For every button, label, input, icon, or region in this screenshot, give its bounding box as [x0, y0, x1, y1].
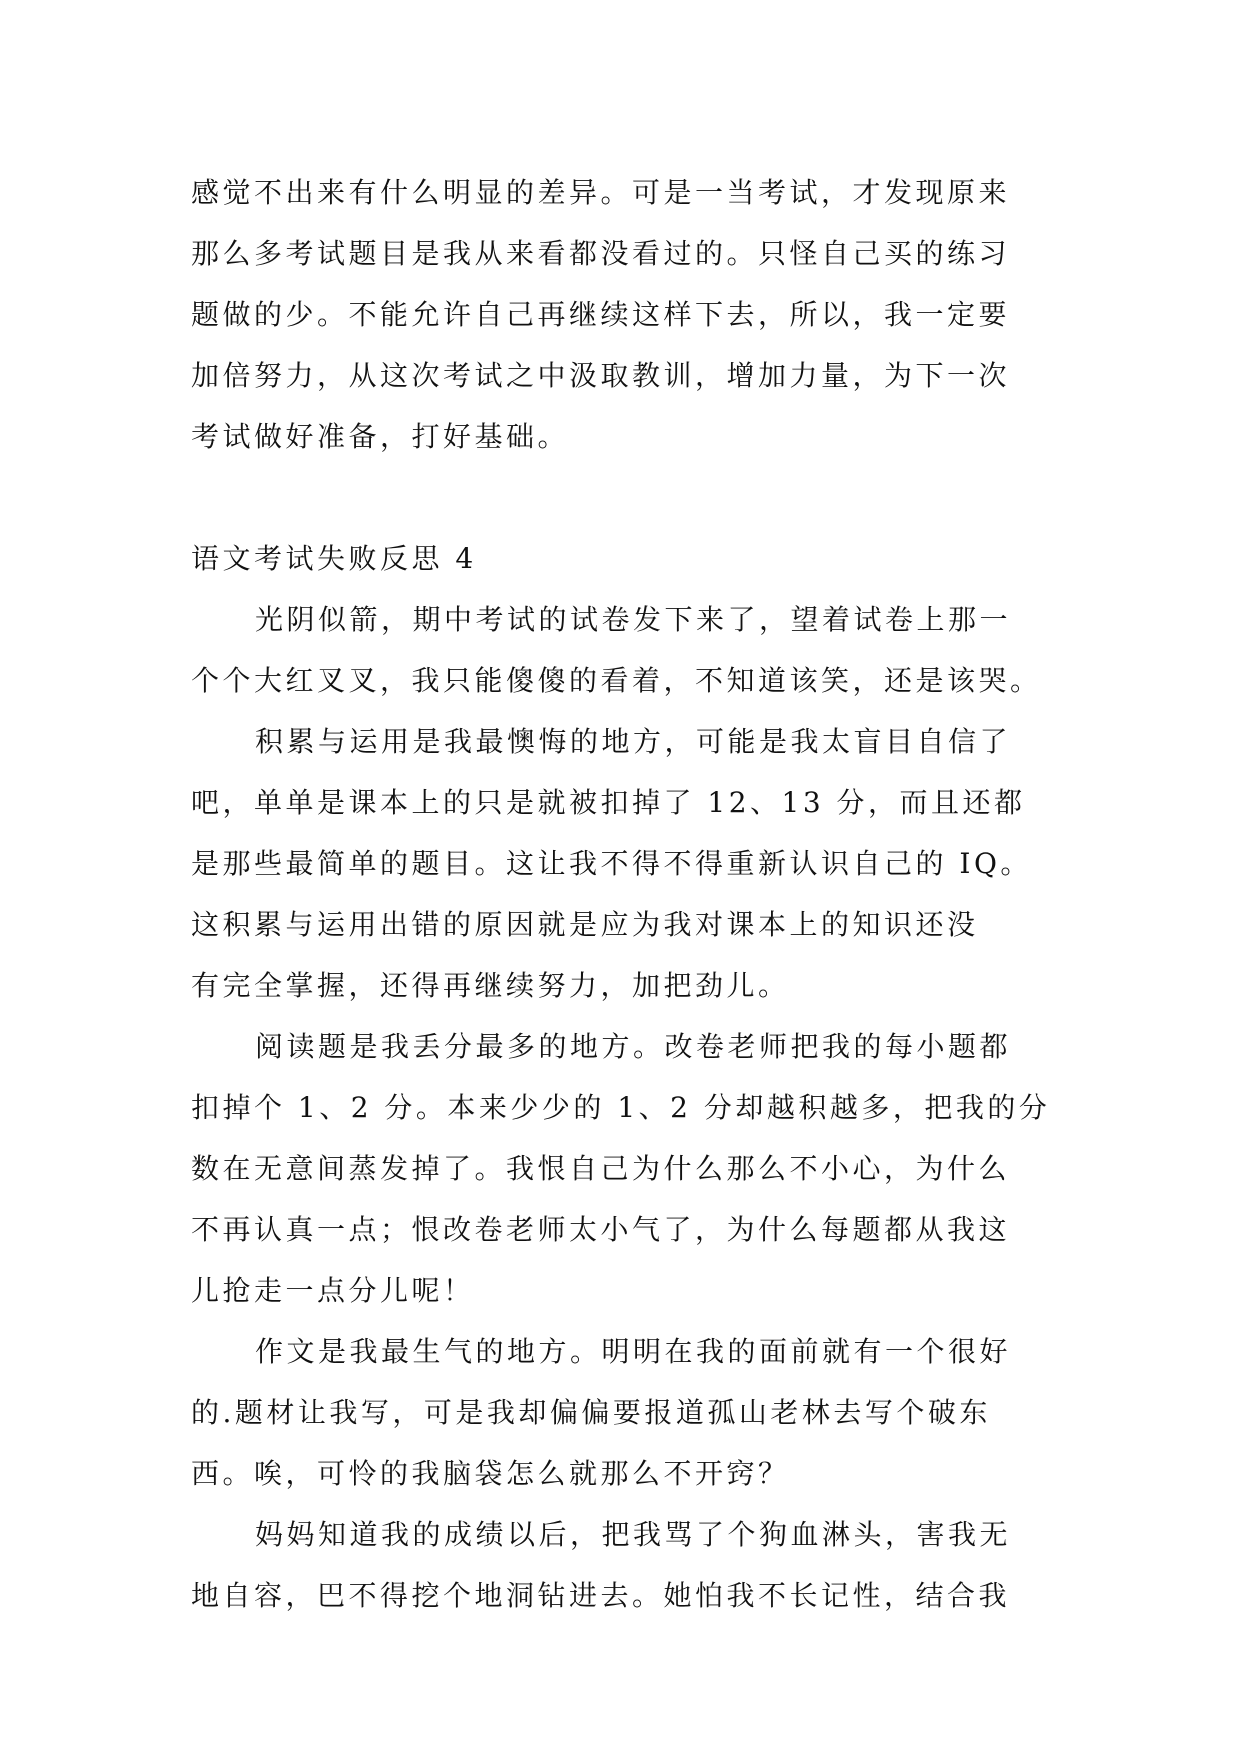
text-line: 扣掉个 1、2 分。本来少少的 1、2 分却越积越多，把我的分 [191, 1091, 1051, 1124]
text-line: 积累与运用是我最懊悔的地方，可能是我太盲目自信了 [255, 725, 1012, 758]
text-line: 阅读题是我丢分最多的地方。改卷老师把我的每小题都 [255, 1030, 1012, 1063]
text-line: 这积累与运用出错的原因就是应为我对课本上的知识还没 [191, 908, 979, 941]
text-line: 那么多考试题目是我从来看都没看过的。只怪自己买的练习 [191, 237, 1011, 270]
text-line: 吧，单单是课本上的只是就被扣掉了 12、13 分，而且还都 [191, 786, 1026, 819]
text-line: 考试做好准备，打好基础。 [191, 420, 570, 453]
paragraph [191, 1321, 1051, 1504]
paragraph [191, 1016, 1051, 1321]
text-line: 地自容，巴不得挖个地洞钻进去。她怕我不长记性，结合我 [191, 1579, 1011, 1612]
text-line: 加倍努力，从这次考试之中汲取教训，增加力量，为下一次 [191, 359, 1011, 392]
text-line: 作文是我最生气的地方。明明在我的面前就有一个很好 [255, 1335, 1012, 1368]
text-line: 西。唉，可怜的我脑袋怎么就那么不开窍？ [191, 1457, 790, 1490]
intro-paragraph [191, 162, 1051, 467]
blank-line [191, 467, 1051, 528]
text-line: 感觉不出来有什么明显的差异。可是一当考试，才发现原来 [191, 176, 1011, 209]
paragraph [191, 711, 1051, 1016]
text-line: 题做的少。不能允许自己再继续这样下去，所以，我一定要 [191, 298, 1011, 331]
section-heading: 语文考试失败反思 4 [191, 542, 477, 575]
text-line: 个个大红叉叉，我只能傻傻的看着，不知道该笑，还是该哭。 [191, 664, 1042, 697]
text-line: 的.题材让我写，可是我却偏偏要报道孤山老林去写个破东 [191, 1396, 991, 1429]
paragraph [191, 1504, 1051, 1626]
paragraph [191, 589, 1051, 711]
document-body [191, 162, 1051, 1626]
text-line: 光阴似箭，期中考试的试卷发下来了，望着试卷上那一 [255, 603, 1012, 636]
text-line: 数在无意间蒸发掉了。我恨自己为什么那么不小心，为什么 [191, 1152, 1011, 1185]
text-line: 有完全掌握，还得再继续努力，加把劲儿。 [191, 969, 790, 1002]
text-line: 妈妈知道我的成绩以后，把我骂了个狗血淋头，害我无 [255, 1518, 1012, 1551]
text-line: 儿抢走一点分儿呢！ [191, 1274, 475, 1307]
text-line: 不再认真一点；恨改卷老师太小气了，为什么每题都从我这 [191, 1213, 1011, 1246]
text-line: 是那些最简单的题目。这让我不得不得重新认识自己的 IQ。 [191, 847, 1032, 880]
